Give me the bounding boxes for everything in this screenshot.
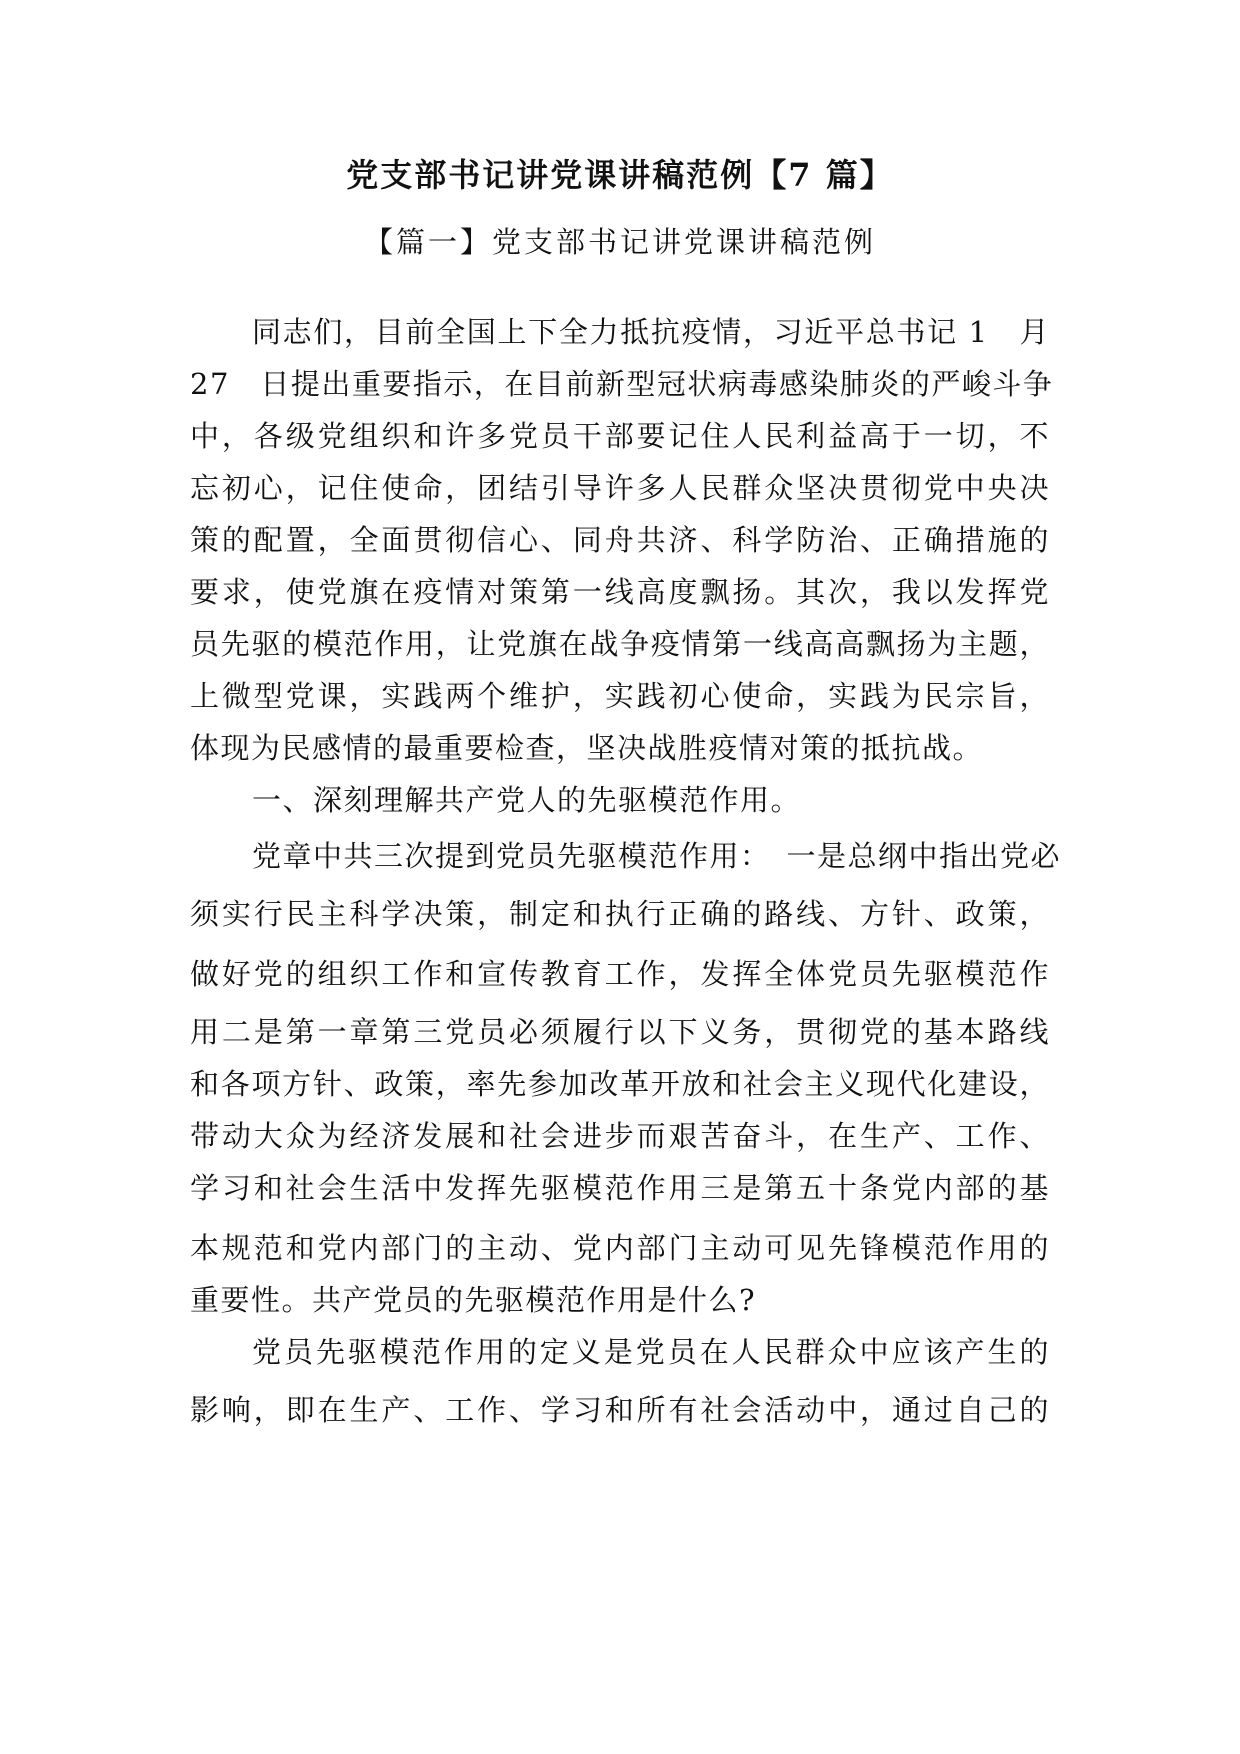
paragraph-line: 体现为民感情的最重要检查，坚决战胜疫情对策的抵抗战。 [190,731,984,765]
paragraph-line: 要求，使党旗在疫情对策第一线高度飘扬。其次，我以发挥党 [190,575,1050,609]
paragraph-line: 影响，即在生产、工作、学习和所有社会活动中，通过自己的 [190,1393,1050,1427]
paragraph-line: 和各项方针、政策，率先参加改革开放和社会主义现代化建设， [190,1067,1050,1101]
paragraph-line: 用二是第一章第三党员必须履行以下义务，贯彻党的基本路线 [190,1015,1050,1049]
paragraph-line: 党员先驱模范作用的定义是党员在人民群众中应该产生的 [252,1335,1050,1369]
paragraph-line: 须实行民主科学决策，制定和执行正确的路线、方针、政策， [190,897,1050,931]
paragraph-line: 中，各级党组织和许多党员干部要记住人民利益高于一切，不 [190,419,1050,453]
paragraph-line: 做好党的组织工作和宣传教育工作，发挥全体党员先驱模范作 [190,957,1050,991]
document-title: 党支部书记讲党课讲稿范例【7 篇】 [346,156,894,194]
paragraph-line: 策的配置，全面贯彻信心、同舟共济、科学防治、正确措施的 [190,523,1050,557]
paragraph-line: 学习和社会生活中发挥先驱模范作用三是第五十条党内部的基 [190,1171,1050,1205]
section-heading-one: 一、深刻理解共产党人的先驱模范作用。 [252,783,802,817]
paragraph-line: 员先驱的模范作用，让党旗在战争疫情第一线高高飘扬为主题， [190,627,1050,661]
paragraph-line: 重要性。共产党员的先驱模范作用是什么? [190,1283,757,1317]
paragraph-line: 带动大众为经济发展和社会进步而艰苦奋斗，在生产、工作、 [190,1119,1050,1153]
paragraph-line: 27 日提出重要指示，在目前新型冠状病毒感染肺炎的严峻斗争 [190,367,1054,401]
paragraph-line: 同志们，目前全国上下全力抵抗疫情，习近平总书记 1 月 [252,315,1050,349]
paragraph-line: 党章中共三次提到党员先驱模范作用： 一是总纲中指出党必 [252,839,1062,873]
paragraph-line: 上微型党课，实践两个维护，实践初心使命，实践为民宗旨， [190,679,1050,713]
section-heading: 【篇一】党支部书记讲党课讲稿范例 [363,225,876,259]
paragraph-line: 本规范和党内部门的主动、党内部门主动可见先锋模范作用的 [190,1231,1050,1265]
paragraph-line: 忘初心，记住使命，团结引导许多人民群众坚决贯彻党中央决 [190,471,1050,505]
